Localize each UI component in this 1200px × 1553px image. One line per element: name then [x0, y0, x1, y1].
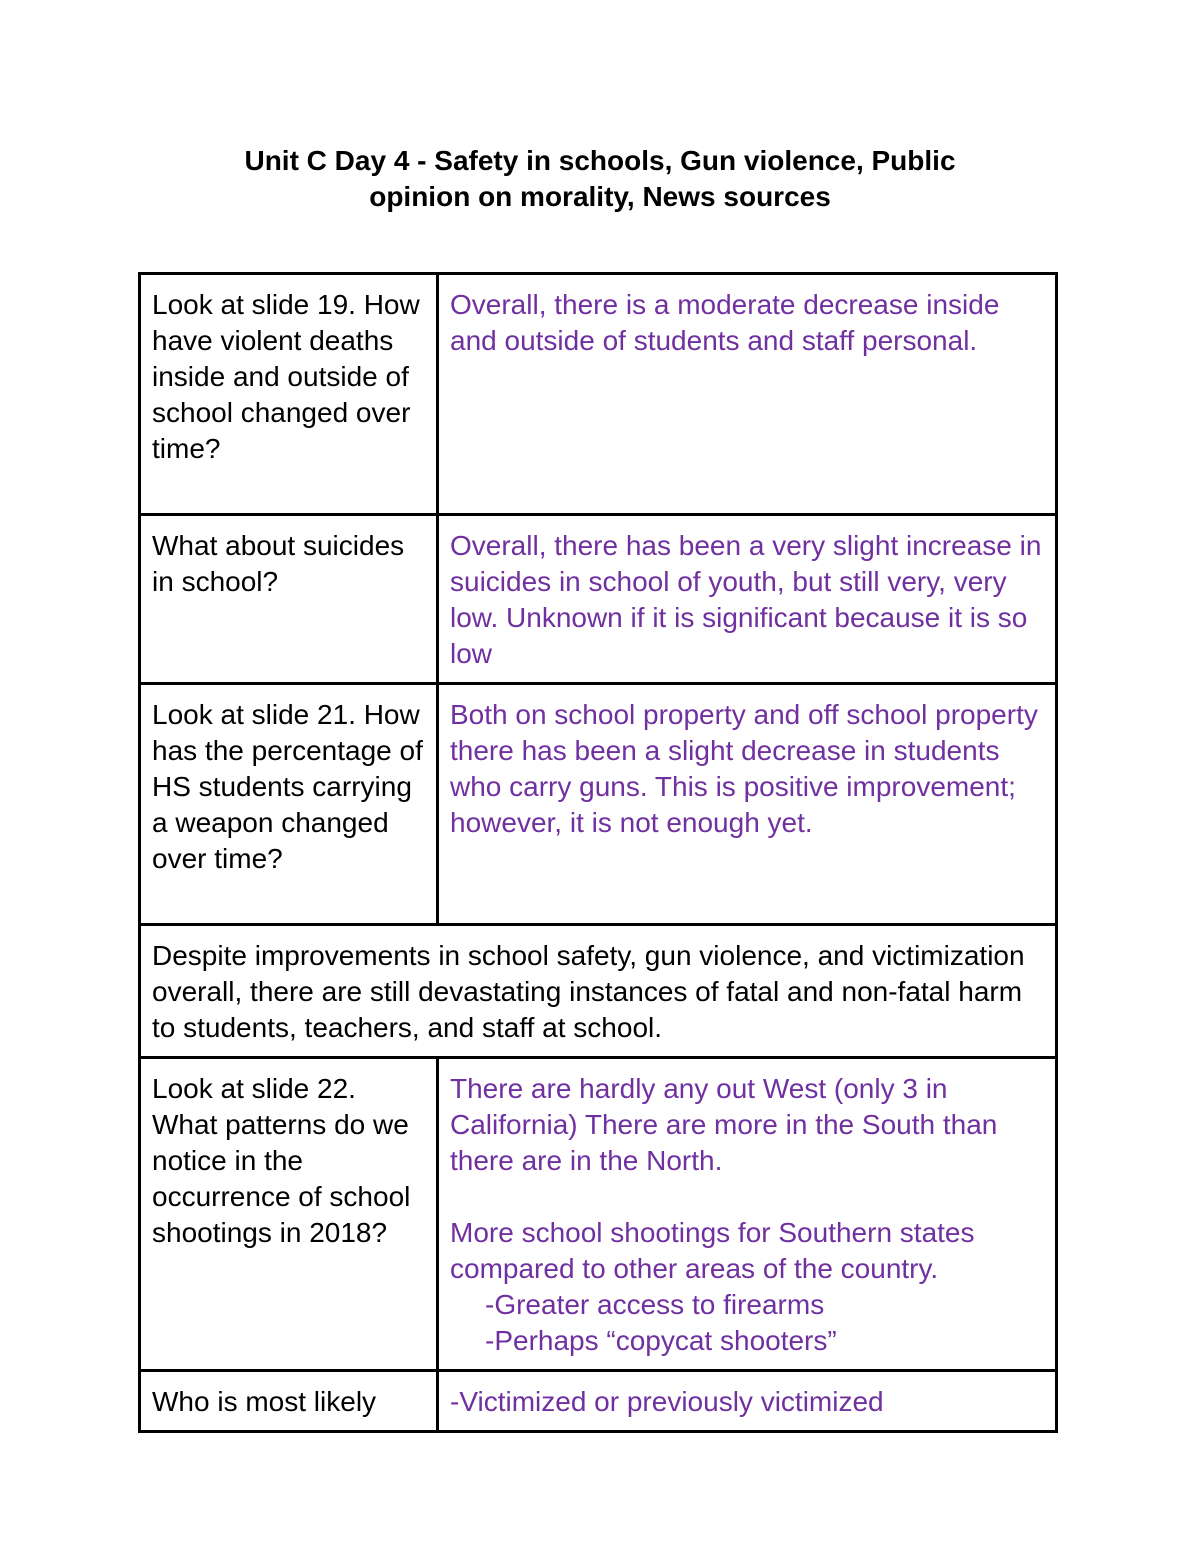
table-row [140, 1058, 1057, 1371]
question-cell: Look at slide 19. How have violent deaths inside and outside of school changed over time? [140, 274, 438, 515]
answer-cell: Both on school property and off school property there has been a slight decrease in students who carry guns. This is positive improvement; however, it is not enough yet. [438, 684, 1057, 925]
answer-cell: -Victimized or previously victimized [438, 1371, 1057, 1432]
answer-cell [438, 1058, 1057, 1371]
page-title-line-1: Unit C Day 4 - Safety in schools, Gun violence, Public [244, 145, 956, 176]
answer-cell: Overall, there has been a very slight increase in suicides in school of youth, but still very, very low. Unknown if it is significant because it is so low [438, 515, 1057, 684]
question-cell: Look at slide 21. How has the percentage of HS students carrying a weapon changed over time? [140, 684, 438, 925]
question-cell: What about suicides in school? [140, 515, 438, 684]
answer-bullet: -Perhaps “copycat shooters” [485, 1325, 837, 1356]
answer-cell: Overall, there is a moderate decrease inside and outside of students and staff personal. [438, 274, 1057, 515]
table-row [140, 684, 1057, 925]
answer-paragraph: More school shootings for Southern states compared to other areas of the country. [450, 1217, 975, 1284]
paragraph-spacer [450, 1179, 1045, 1215]
statement-cell: Despite improvements in school safety, gun violence, and victimization overall, there are still devastating instances of fatal and non-fatal harm to students, teachers, and staff at school. [140, 925, 1057, 1058]
question-answer-table [138, 272, 1058, 1433]
page-title [150, 143, 1050, 215]
question-cell: Look at slide 22. What patterns do we notice in the occurrence of school shootings in 2018? [140, 1058, 438, 1371]
table-row [140, 1371, 1057, 1432]
page-title-line-2: opinion on morality, News sources [369, 181, 831, 212]
table-row [140, 515, 1057, 684]
table-row [140, 274, 1057, 515]
answer-bullet: -Greater access to firearms [485, 1289, 825, 1320]
answer-paragraph: There are hardly any out West (only 3 in California) There are more in the South than there are in the North. [450, 1073, 998, 1176]
table-row [140, 925, 1057, 1058]
question-cell: Who is most likely [140, 1371, 438, 1432]
